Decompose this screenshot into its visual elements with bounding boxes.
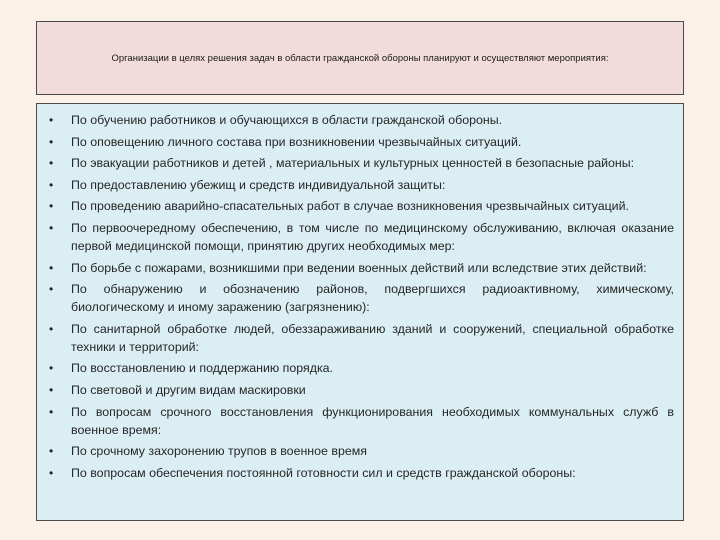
bullet-item-rescue xyxy=(49,197,674,215)
bullet-item-firefighting xyxy=(49,259,674,277)
slide-title: Организации в целях решения задач в области гражданской обороны планируют и осуществляют мероприятия: xyxy=(111,52,609,64)
bullet-marker: • xyxy=(49,177,54,192)
bullet-item-camouflage xyxy=(49,381,674,399)
bullet-marker: • xyxy=(49,361,54,376)
bullet-item-order xyxy=(49,359,674,377)
content-box xyxy=(36,103,684,521)
bullet-marker: • xyxy=(49,282,54,297)
bullet-item-training xyxy=(49,111,674,129)
bullet-marker: • xyxy=(49,321,54,336)
bullet-marker: • xyxy=(49,113,54,127)
bullet-item-readiness xyxy=(49,464,674,482)
bullet-text: По обучению работников и обучающихся в области гражданской обороны. xyxy=(71,113,503,127)
bullet-marker: • xyxy=(49,156,54,171)
bullet-marker: • xyxy=(49,444,54,459)
bullet-item-sanitation xyxy=(49,320,674,356)
bullet-item-shelters xyxy=(49,176,674,194)
bullet-text: По эвакуации работников и детей , материальных и культурных ценностей в безопасные районы: xyxy=(71,156,635,171)
bullet-text: По вопросам обеспечения постоянной готовности сил и средств гражданской обороны: xyxy=(71,465,576,480)
bullet-text: По обнаружению и обозначению районов, подвергшихся радиоактивному, химическому, биологическому и иному заражению (загрязнению): xyxy=(71,282,674,315)
title-box xyxy=(36,21,684,95)
bullet-marker: • xyxy=(49,134,54,149)
bullet-text: По вопросам срочного восстановления функционирования необходимых коммунальных служб в военное время: xyxy=(71,404,674,437)
bullet-item-warning xyxy=(49,133,674,151)
bullet-text: По санитарной обработке людей, обеззараживанию зданий и сооружений, специальной обработке техники и территорий: xyxy=(71,321,674,354)
bullet-item-utilities xyxy=(49,403,674,439)
bullet-item-contamination xyxy=(49,280,674,316)
bullet-item-burial xyxy=(49,442,674,460)
bullet-marker: • xyxy=(49,220,54,235)
bullet-text: По предоставлению убежищ и средств индивидуальной защиты: xyxy=(71,177,446,192)
bullet-marker: • xyxy=(49,199,54,214)
bullet-text: По оповещению личного состава при возникновении чрезвычайных ситуаций. xyxy=(71,134,522,149)
bullet-marker: • xyxy=(49,465,54,480)
bullet-text: По борьбе с пожарами, возникшими при ведении военных действий или вследствие этих действий: xyxy=(71,260,647,275)
bullet-text: По проведению аварийно-спасательных работ в случае возникновения чрезвычайных ситуаций. xyxy=(71,199,629,214)
bullet-text: По срочному захоронению трупов в военное время xyxy=(71,444,367,459)
bullet-marker: • xyxy=(49,404,54,419)
bullet-item-medical xyxy=(49,219,674,255)
bullet-item-evacuation xyxy=(49,154,674,172)
bullet-text: По световой и другим видам маскировки xyxy=(71,382,306,397)
bullet-list xyxy=(49,111,674,482)
bullet-text: По восстановлению и поддержанию порядка. xyxy=(71,361,333,376)
bullet-text: По первоочередному обеспечению, в том числе по медицинскому обслуживанию, включая оказание первой медицинской помощи, принятию других необходимых мер: xyxy=(71,220,674,253)
bullet-marker: • xyxy=(49,260,54,275)
bullet-marker: • xyxy=(49,382,54,397)
